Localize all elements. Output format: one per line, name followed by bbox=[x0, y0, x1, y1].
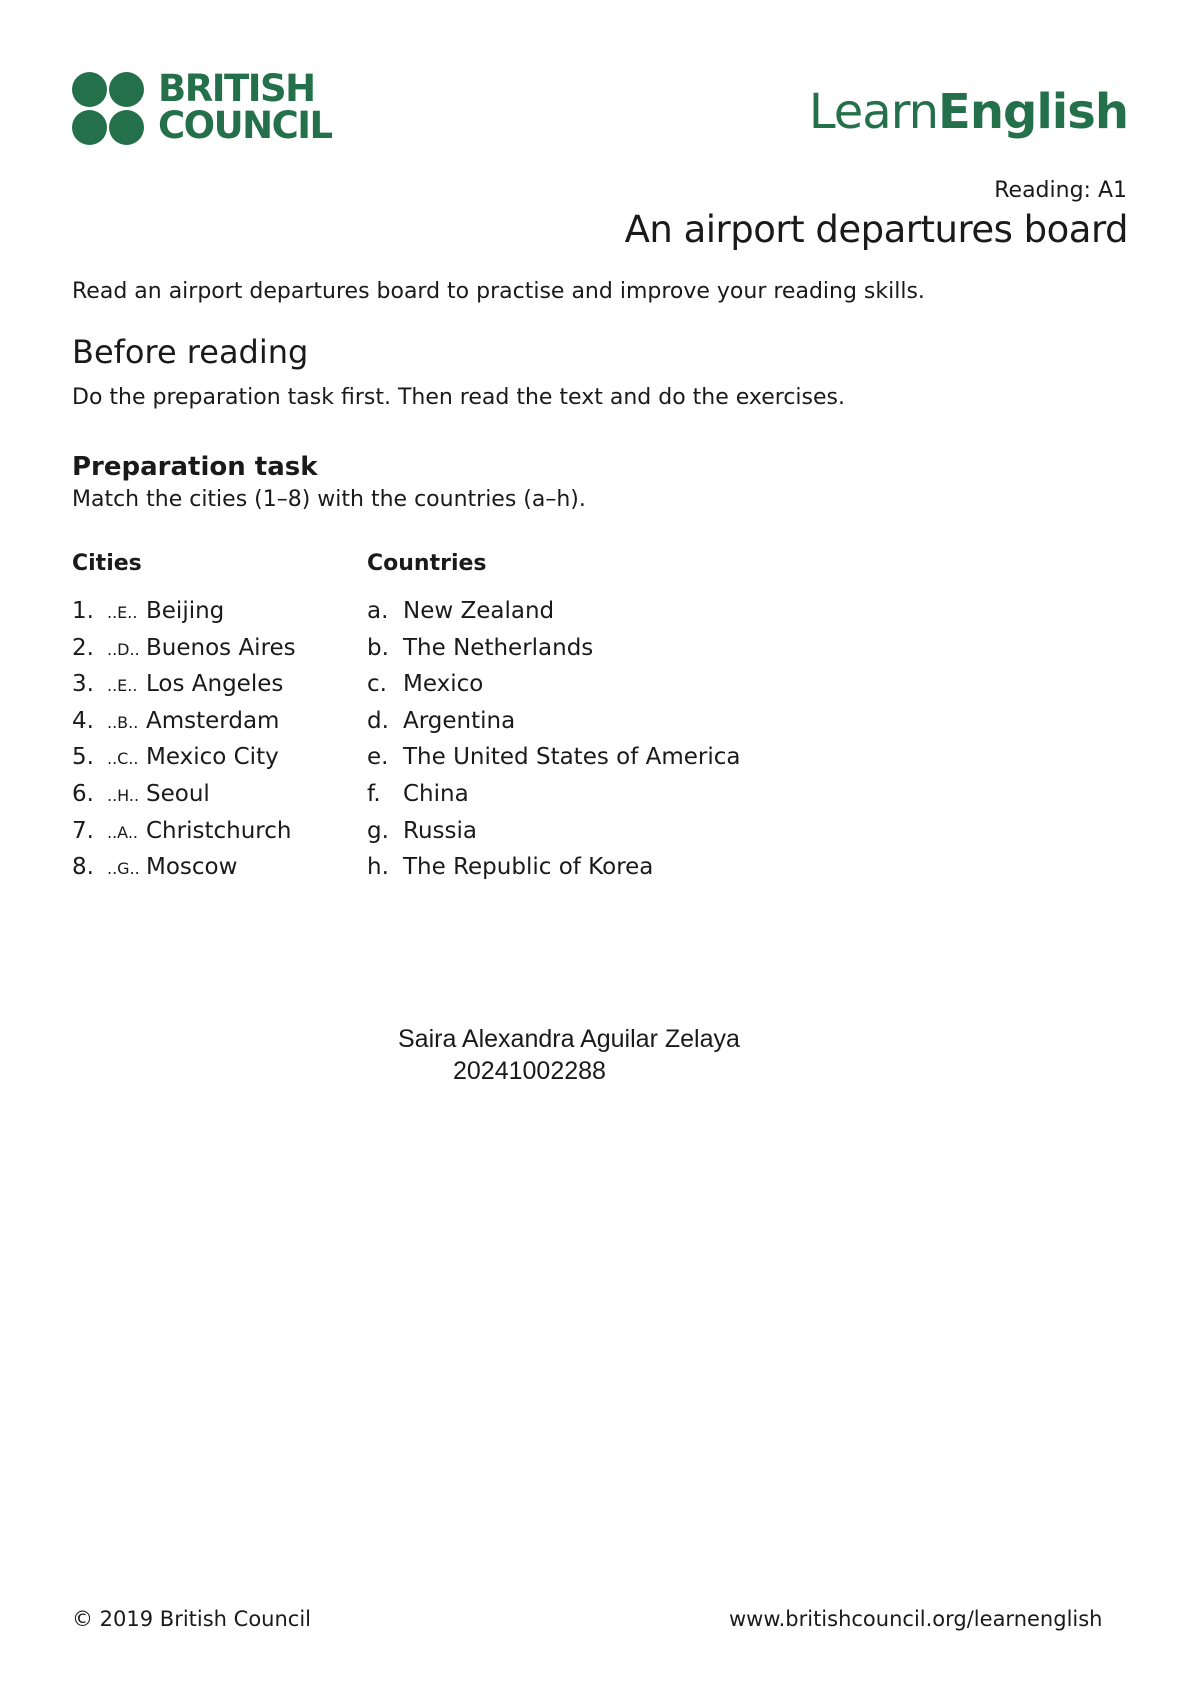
preparation-instruction: Match the cities (1–8) with the countries (a–h). bbox=[72, 487, 586, 512]
list-item bbox=[72, 779, 352, 816]
footer-url[interactable]: www.britishcouncil.org/learnenglish bbox=[729, 1607, 1103, 1631]
answer-field[interactable]: ..E.. bbox=[107, 603, 138, 622]
list-item bbox=[367, 706, 787, 743]
item-letter: b. bbox=[367, 634, 389, 661]
city-name: Moscow bbox=[146, 854, 238, 881]
logo-english-text: English bbox=[938, 84, 1128, 140]
footer-copyright: © 2019 British Council bbox=[72, 1607, 312, 1631]
answer-field[interactable]: ..C.. bbox=[107, 749, 139, 769]
city-name: Seoul bbox=[146, 780, 210, 807]
country-name: The United States of America bbox=[403, 744, 741, 771]
cities-header: Cities bbox=[72, 551, 142, 576]
list-item bbox=[367, 816, 787, 853]
answer-field[interactable]: ..E.. bbox=[107, 676, 138, 696]
list-item bbox=[72, 816, 352, 853]
learnenglish-logo bbox=[809, 82, 1128, 142]
item-number: 2. bbox=[72, 634, 94, 661]
student-id: 20241002288 bbox=[453, 1057, 606, 1085]
answer-field[interactable]: ..D.. bbox=[107, 639, 140, 659]
city-name: Los Angeles bbox=[146, 671, 284, 698]
list-item bbox=[367, 852, 787, 889]
list-item bbox=[367, 742, 787, 779]
level-label: Reading: A1 bbox=[994, 178, 1127, 203]
item-number: 8. bbox=[72, 854, 94, 881]
item-number: 4. bbox=[72, 707, 94, 734]
item-number: 5. bbox=[72, 744, 94, 771]
item-letter: a. bbox=[367, 598, 389, 624]
item-letter: d. bbox=[367, 707, 389, 734]
country-name: The Republic of Korea bbox=[403, 854, 654, 881]
city-name: Amsterdam bbox=[146, 707, 280, 734]
list-item bbox=[72, 706, 352, 743]
logo-line-1: BRITISH bbox=[158, 67, 315, 110]
answer-field[interactable]: ..G.. bbox=[107, 859, 140, 879]
page-title: An airport departures board bbox=[624, 208, 1128, 251]
item-letter: c. bbox=[367, 671, 387, 698]
country-name: Mexico bbox=[403, 671, 484, 698]
list-item bbox=[72, 669, 352, 706]
intro-text: Read an airport departures board to practise and improve your reading skills. bbox=[72, 279, 925, 304]
item-letter: g. bbox=[367, 817, 389, 844]
country-name: The Netherlands bbox=[403, 634, 594, 661]
before-reading-heading: Before reading bbox=[72, 333, 309, 371]
british-council-logo bbox=[72, 67, 344, 148]
item-letter: f. bbox=[367, 780, 381, 807]
list-item bbox=[367, 633, 787, 670]
list-item bbox=[72, 596, 352, 633]
item-letter: h. bbox=[367, 854, 389, 881]
answer-field[interactable]: ..B.. bbox=[107, 712, 139, 732]
item-number: 1. bbox=[72, 598, 94, 624]
country-name: New Zealand bbox=[403, 598, 555, 624]
item-number: 3. bbox=[72, 671, 94, 698]
item-number: 7. bbox=[72, 817, 94, 844]
country-name: China bbox=[403, 780, 469, 807]
list-item bbox=[367, 596, 787, 633]
city-name: Buenos Aires bbox=[146, 634, 296, 661]
logo-wordmark bbox=[158, 67, 332, 147]
list-item bbox=[367, 669, 787, 706]
city-name: Christchurch bbox=[146, 817, 292, 844]
country-name: Argentina bbox=[403, 707, 516, 734]
logo-line-2: COUNCIL bbox=[158, 104, 332, 147]
student-name: Saira Alexandra Aguilar Zelaya bbox=[398, 1025, 740, 1053]
list-item bbox=[72, 852, 352, 889]
answer-field[interactable]: ..A.. bbox=[107, 822, 139, 842]
list-item bbox=[72, 742, 352, 779]
countries-header: Countries bbox=[367, 551, 487, 576]
answer-field[interactable]: ..H.. bbox=[107, 785, 140, 805]
logo-dots-icon bbox=[72, 72, 144, 146]
country-name: Russia bbox=[403, 817, 477, 844]
before-reading-instruction: Do the preparation task first. Then read the text and do the exercises. bbox=[72, 385, 845, 410]
city-name: Mexico City bbox=[146, 744, 279, 771]
city-name: Beijing bbox=[146, 598, 225, 624]
cities-list bbox=[72, 596, 352, 889]
item-number: 6. bbox=[72, 780, 94, 807]
item-letter: e. bbox=[367, 744, 389, 771]
logo-learn-text: Learn bbox=[808, 84, 939, 140]
preparation-task-heading: Preparation task bbox=[72, 452, 318, 482]
list-item bbox=[367, 779, 787, 816]
list-item bbox=[72, 633, 352, 670]
countries-list bbox=[367, 596, 787, 889]
